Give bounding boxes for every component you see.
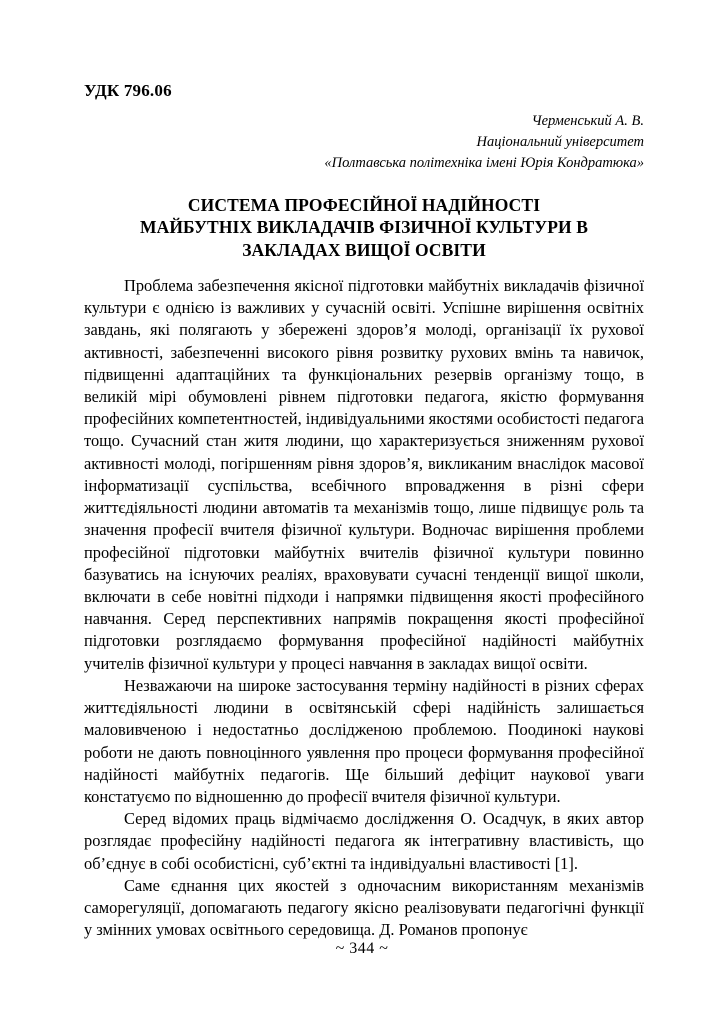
body-paragraph: Серед відомих праць відмічаємо дослідження О. Осадчук, в яких автор розглядає професійну надійності педагога як інтегративну властивість, що об’єднує в собі особистісні, суб’єктні та індивідуальні властивості [1]. — [84, 809, 644, 873]
article-body — [84, 275, 644, 942]
page-number: ~ 344 ~ — [335, 940, 389, 957]
affiliation-line-1: Національний університет — [476, 133, 644, 150]
article-title-line-2: МАЙБУТНІХ ВИКЛАДАЧІВ ФІЗИЧНОЇ КУЛЬТУРИ В — [139, 217, 589, 238]
author-name: Черменський А. В. — [531, 112, 644, 129]
affiliation-line-2: «Полтавська політехніка імені Юрія Кондратюка» — [324, 154, 644, 171]
article-title — [84, 194, 644, 261]
body-paragraph: Саме єднання цих якостей з одночасним використанням механізмів саморегуляції, допомагають педагогу якісно реалізовувати педагогічні функції у змінних умовах освітнього середовища. Д. Романов пропонує — [84, 875, 644, 940]
page-content — [84, 0, 644, 941]
udc-code: УДК 796.06 — [84, 81, 172, 100]
body-paragraph: Проблема забезпечення якісної підготовки майбутніх викладачів фізичної культури є однією із важливих у сучасній освіті. Успішне вирішення освітніх завдань, які полягають у збережені здоров’я молоді, організації їх рухової активності, забезпеченні високого рівня розвитку рухових вмінь та навичок, підвищенні адаптаційних та функціональних резервів організму тощо, в великій мірі обумовлені рівнем підготовки педагога, якістю формування професійних компетентностей, індивідуальними якостями особистості педагога тощо. Сучасний стан житя людини, що характеризується зниженням рухової активності молоді, погіршенням рівня здоров’я, викликаним внаслідок масової інформатизації суспільства, всебічного впровадження в різні сфери життєдіяльності людини автоматів та механізмів тощо, лише підвищує роль та значення професії вчителя фізичної культури. Водночас вирішення проблеми професійної підготовки майбутніх вчителів фізичної культури повинно базуватись на існуючих реаліях, враховувати сучасні тенденції вищої школи, включати в себе новітні підходи і напрямки підвищення якості професійного навчання. Серед перспективних напрямів покращення якості професійної підготовки розглядаємо формування професійної надійності майбутніх учителів фізичної культури у процесі навчання в закладах вищої освіти. — [84, 275, 644, 673]
article-title-line-1: СИСТЕМА ПРОФЕСІЙНОЇ НАДІЙНОСТІ — [187, 194, 541, 215]
author-affiliation-block — [84, 111, 644, 174]
article-title-line-3: ЗАКЛАДАХ ВИЩОЇ ОСВІТИ — [242, 239, 486, 260]
body-paragraph: Незважаючи на широке застосування терміну надійності в різних сферах життєдіяльності людини в освітянській сфері надійність залишається маловивченою і недостатньо дослідженою проблемою. Поодинокі наукові роботи не дають повноцінного уявлення про процеси формування професійної надійності майбутніх педагогів. Ще більший дефіцит наукової уваги констатуємо по відношенню до професії вчителя фізичної культури. — [84, 675, 644, 806]
